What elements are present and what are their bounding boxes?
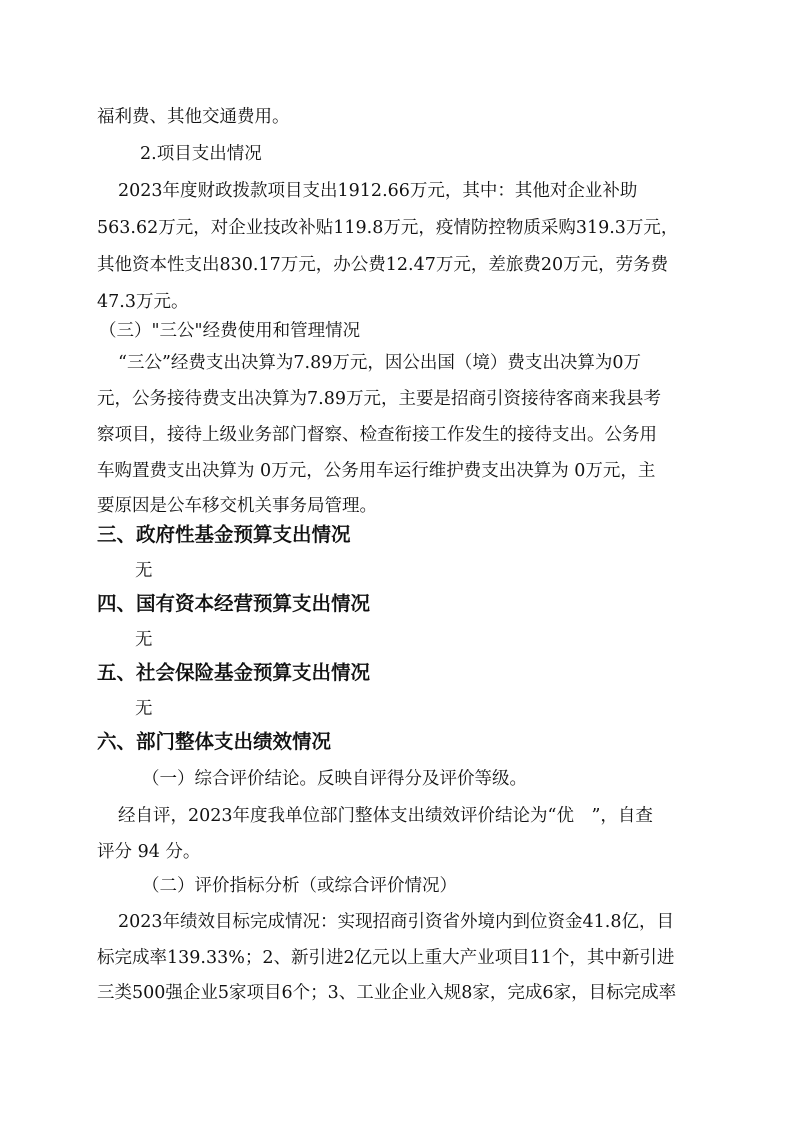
paragraph-line: 2023年绩效目标完成情况：实现招商引资省外境内到位资金41.8亿，目 [118, 912, 674, 932]
paragraph-line: 三类500强企业5家项目6个；3、工业企业入规8家，完成6家，目标完成率 [97, 983, 677, 1003]
paragraph-line: 经自评，2023年度我单位部门整体支出绩效评价结论为“优 ”，自查 [118, 806, 653, 826]
section-body: 无 [135, 630, 153, 650]
section-heading: 五、社会保险基金预算支出情况 [97, 661, 371, 684]
paragraph-line: 评分 94 分。 [97, 842, 201, 862]
paragraph-line: 其他资本性支出830.17万元，办公费12.47万元，差旅费20万元，劳务费 [97, 255, 669, 275]
section-heading: 四、国有资本经营预算支出情况 [97, 592, 371, 615]
subsection-title: （二）评价指标分析（或综合评价情况） [142, 876, 457, 896]
paragraph-line: 563.62万元，对企业技改补贴119.8万元，疫情防控物质采购319.3万元， [97, 218, 679, 238]
paragraph-line: 47.3万元。 [97, 292, 189, 312]
paragraph-line: 车购置费支出决算为 0万元，公务用车运行维护费支出决算为 0万元，主 [97, 461, 656, 481]
paragraph-line: 标完成率139.33%；2、新引进2亿元以上重大产业项目11个，其中新引进 [97, 948, 675, 968]
section-heading: 六、部门整体支出绩效情况 [97, 730, 332, 753]
paragraph-line: “三公”经费支出决算为7.89万元，因公出国（境）费支出决算为0万 [118, 353, 641, 373]
paragraph-line: 察项目，接待上级业务部门督察、检查衔接工作发生的接待支出。公务用 [97, 425, 657, 445]
paragraph-line: 元，公务接待费支出决算为7.89万元，主要是招商引资接待客商来我县考 [97, 389, 661, 409]
section-body: 无 [135, 561, 153, 581]
subsection-title: 2.项目支出情况 [140, 144, 262, 164]
paragraph-line: 福利费、其他交通费用。 [97, 107, 290, 127]
subsection-title: （一）综合评价结论。反映自评得分及评价等级。 [142, 769, 527, 789]
section-heading: 三、政府性基金预算支出情况 [97, 523, 351, 546]
subsection-title: （三）"三公"经费使用和管理情况 [99, 321, 361, 341]
paragraph-line: 要原因是公车移交机关事务局管理。 [97, 496, 377, 516]
section-body: 无 [135, 699, 153, 719]
paragraph-line: 2023年度财政拨款项目支出1912.66万元，其中：其他对企业补助 [118, 181, 638, 201]
